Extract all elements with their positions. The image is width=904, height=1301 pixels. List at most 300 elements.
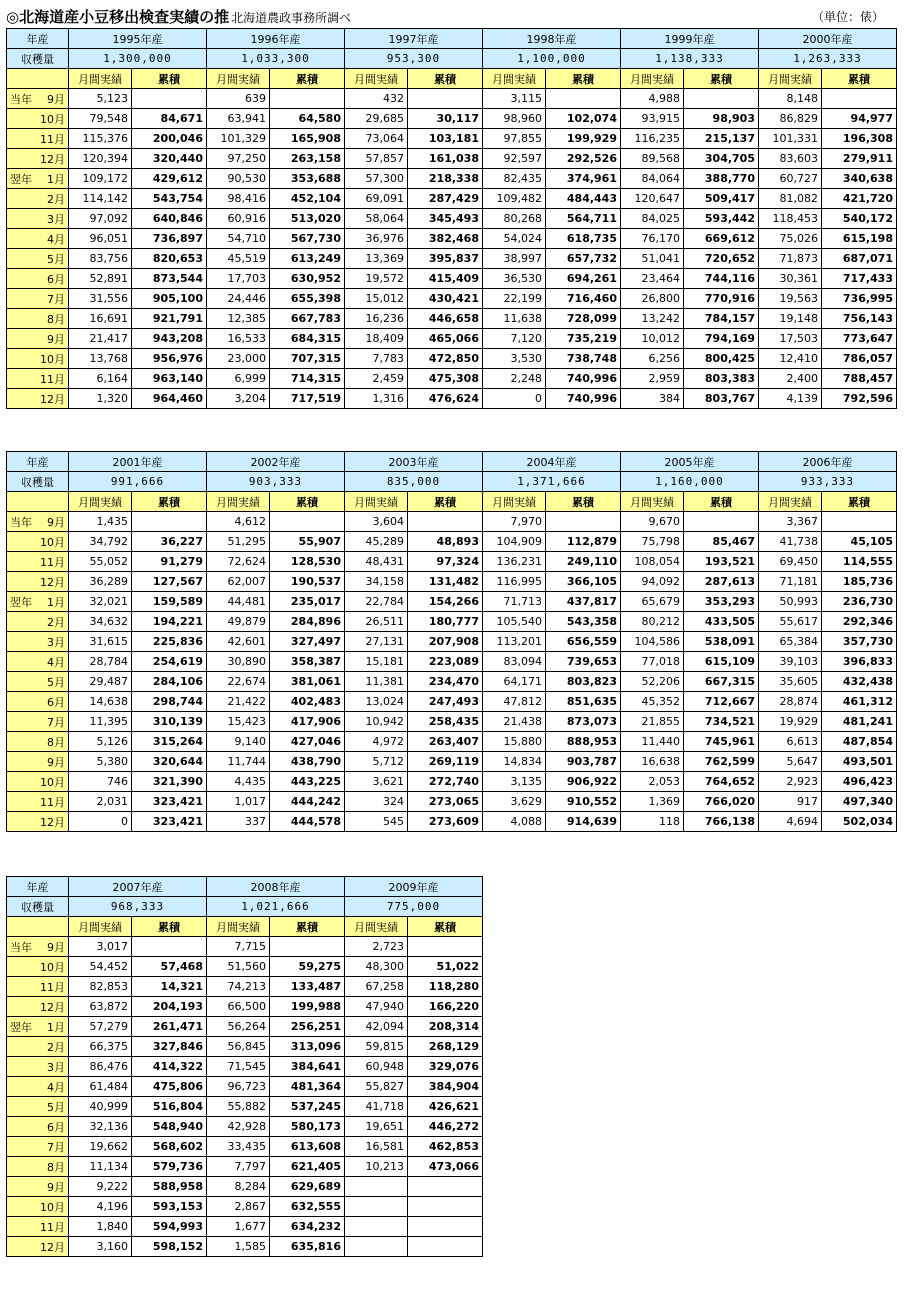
month-text: 4月 [47,232,65,246]
table-row [7,129,897,149]
monthly-value: 35,605 [759,672,822,692]
monthly-header: 月間実績 [621,69,684,89]
cumulative-value: 567,730 [270,229,345,249]
cumulative-value: 128,530 [270,552,345,572]
cumulative-value: 384,641 [270,1057,345,1077]
monthly-value: 3,017 [69,937,132,957]
cumulative-value: 112,879 [546,532,621,552]
cumulative-value: 739,653 [546,652,621,672]
harvest-value: 933,333 [759,472,897,492]
monthly-header: 月間実績 [345,492,408,512]
cumulative-value: 193,521 [684,552,759,572]
cumulative-value: 272,740 [408,772,483,792]
monthly-value: 83,603 [759,149,822,169]
month-text: 12月 [40,575,65,589]
monthly-value: 15,012 [345,289,408,309]
monthly-value: 19,651 [345,1117,408,1137]
month-label [7,1057,69,1077]
cumulative-value: 963,140 [132,369,207,389]
cumulative-value: 85,467 [684,532,759,552]
month-label [7,1137,69,1157]
month-label [7,512,69,532]
monthly-header: 月間実績 [759,69,822,89]
monthly-value: 11,638 [483,309,546,329]
monthly-value: 15,423 [207,712,270,732]
monthly-value: 11,440 [621,732,684,752]
cumulative-value: 800,425 [684,349,759,369]
monthly-value: 21,417 [69,329,132,349]
monthly-value: 36,289 [69,572,132,592]
monthly-value: 917 [759,792,822,812]
cumulative-value: 513,020 [270,209,345,229]
monthly-value: 65,679 [621,592,684,612]
cumulative-value: 199,929 [546,129,621,149]
monthly-value: 26,511 [345,612,408,632]
table-row [7,732,897,752]
table-row [7,1037,483,1057]
monthly-value: 14,834 [483,752,546,772]
monthly-value: 69,091 [345,189,408,209]
monthly-value: 324 [345,792,408,812]
month-label [7,812,69,832]
cumulative-value: 720,652 [684,249,759,269]
monthly-value [345,1197,408,1217]
month-label [7,249,69,269]
monthly-value: 4,612 [207,512,270,532]
cumulative-value: 736,897 [132,229,207,249]
cumulative-value: 714,315 [270,369,345,389]
month-label [7,997,69,1017]
cumulative-value: 437,817 [546,592,621,612]
cumulative-value: 429,612 [132,169,207,189]
cumulative-value: 320,440 [132,149,207,169]
season-prefix: 当年 [10,515,32,529]
cumulative-value: 634,232 [270,1217,345,1237]
cumulative-value: 594,993 [132,1217,207,1237]
cumulative-value: 502,034 [822,812,897,832]
monthly-value: 1,435 [69,512,132,532]
month-label [7,732,69,752]
harvest-value: 1,300,000 [69,49,207,69]
cumulative-header: 累積 [546,492,621,512]
year-header: 2004年産 [483,452,621,472]
month-label [7,229,69,249]
cumulative-value: 180,777 [408,612,483,632]
month-label [7,672,69,692]
year-header: 2002年産 [207,452,345,472]
cumulative-value: 45,105 [822,532,897,552]
monthly-value: 27,131 [345,632,408,652]
year-header: 2003年産 [345,452,483,472]
year-header: 2007年産 [69,877,207,897]
cumulative-value: 159,589 [132,592,207,612]
cumulative-value: 446,658 [408,309,483,329]
harvest-value: 1,021,666 [207,897,345,917]
monthly-value: 77,018 [621,652,684,672]
table-row [7,149,897,169]
harvest-value: 968,333 [69,897,207,917]
cumulative-value: 593,442 [684,209,759,229]
cumulative-value: 249,110 [546,552,621,572]
month-label [7,129,69,149]
monthly-value: 98,960 [483,109,546,129]
monthly-value: 10,213 [345,1157,408,1177]
harvest-value: 1,100,000 [483,49,621,69]
monthly-value: 1,320 [69,389,132,409]
cumulative-value [408,1217,483,1237]
cumulative-value: 496,423 [822,772,897,792]
cumulative-value: 102,074 [546,109,621,129]
monthly-value: 22,674 [207,672,270,692]
monthly-value: 7,120 [483,329,546,349]
cumulative-value: 481,364 [270,1077,345,1097]
month-text: 10月 [40,352,65,366]
cumulative-value: 36,227 [132,532,207,552]
cumulative-value: 254,619 [132,652,207,672]
harvest-value: 775,000 [345,897,483,917]
monthly-value: 109,172 [69,169,132,189]
cumulative-value: 655,398 [270,289,345,309]
month-label [7,532,69,552]
monthly-value: 75,798 [621,532,684,552]
monthly-value: 4,435 [207,772,270,792]
table-row [7,389,897,409]
monthly-value: 113,201 [483,632,546,652]
year-row [7,877,483,897]
monthly-value: 19,662 [69,1137,132,1157]
cumulative-value: 204,193 [132,997,207,1017]
monthly-value: 104,586 [621,632,684,652]
monthly-value: 7,797 [207,1157,270,1177]
cumulative-value: 873,073 [546,712,621,732]
monthly-value: 55,617 [759,612,822,632]
month-text: 11月 [40,1220,65,1234]
monthly-value [345,1237,408,1257]
cumulative-value: 55,907 [270,532,345,552]
year-header: 2005年産 [621,452,759,472]
table-row [7,289,897,309]
monthly-value: 54,710 [207,229,270,249]
cumulative-value: 736,995 [822,289,897,309]
cumulative-header: 累積 [684,69,759,89]
month-text: 7月 [47,715,65,729]
monthly-value: 52,891 [69,269,132,289]
monthly-value: 2,867 [207,1197,270,1217]
month-label [7,772,69,792]
monthly-value: 11,395 [69,712,132,732]
season-prefix: 翌年 [10,1020,32,1034]
cumulative-value: 618,735 [546,229,621,249]
subheader-row [7,492,897,512]
monthly-header: 月間実績 [759,492,822,512]
table-row [7,369,897,389]
table-row [7,997,483,1017]
cumulative-value: 687,071 [822,249,897,269]
monthly-value: 28,874 [759,692,822,712]
cumulative-value: 345,493 [408,209,483,229]
cumulative-value: 263,158 [270,149,345,169]
table-row [7,532,897,552]
title-main: ◎北海道産小豆移出検査実績の推 [6,8,230,26]
month-text: 4月 [47,655,65,669]
monthly-value [345,1177,408,1197]
cumulative-value: 287,429 [408,189,483,209]
monthly-value: 4,139 [759,389,822,409]
month-text: 1月 [47,595,65,609]
monthly-value: 31,615 [69,632,132,652]
cumulative-value [408,937,483,957]
cumulative-value: 98,903 [684,109,759,129]
table-row [7,1157,483,1177]
table-row [7,752,897,772]
monthly-value: 746 [69,772,132,792]
cumulative-value [684,512,759,532]
cumulative-value: 615,198 [822,229,897,249]
monthly-value: 71,713 [483,592,546,612]
year-header: 2009年産 [345,877,483,897]
table-row [7,957,483,977]
monthly-value: 384 [621,389,684,409]
monthly-value: 0 [483,389,546,409]
year-header: 2008年産 [207,877,345,897]
cumulative-value: 444,242 [270,792,345,812]
cumulative-value: 667,315 [684,672,759,692]
cumulative-value: 426,621 [408,1097,483,1117]
monthly-value: 60,916 [207,209,270,229]
monthly-header: 月間実績 [345,69,408,89]
cumulative-value: 613,249 [270,249,345,269]
month-label [7,752,69,772]
cumulative-value: 792,596 [822,389,897,409]
cumulative-value: 284,896 [270,612,345,632]
month-text: 8月 [47,312,65,326]
cumulative-value [408,1177,483,1197]
monthly-value: 50,993 [759,592,822,612]
subheader-blank [7,917,69,937]
monthly-value: 3,160 [69,1237,132,1257]
monthly-value: 120,394 [69,149,132,169]
cumulative-value: 161,038 [408,149,483,169]
cumulative-value: 735,219 [546,329,621,349]
cumulative-value: 740,996 [546,369,621,389]
monthly-value: 63,872 [69,997,132,1017]
cumulative-value: 564,711 [546,209,621,229]
harvest-label: 収穫量 [7,897,69,917]
harvest-row [7,472,897,492]
cumulative-value: 261,471 [132,1017,207,1037]
monthly-value: 5,123 [69,89,132,109]
monthly-value: 23,000 [207,349,270,369]
monthly-value: 93,915 [621,109,684,129]
month-label [7,149,69,169]
monthly-value: 4,988 [621,89,684,109]
month-text: 2月 [47,192,65,206]
table-row [7,169,897,189]
cumulative-value: 910,552 [546,792,621,812]
monthly-value: 65,384 [759,632,822,652]
cumulative-value: 728,099 [546,309,621,329]
monthly-value: 109,482 [483,189,546,209]
cumulative-value: 114,555 [822,552,897,572]
month-text: 11月 [40,132,65,146]
harvest-value: 991,666 [69,472,207,492]
monthly-value: 1,017 [207,792,270,812]
table-row [7,309,897,329]
cumulative-value: 396,833 [822,652,897,672]
table-row [7,189,897,209]
monthly-value: 83,094 [483,652,546,672]
month-label [7,692,69,712]
month-text: 10月 [40,112,65,126]
page-title [6,6,351,28]
cumulative-value: 190,537 [270,572,345,592]
monthly-value: 39,103 [759,652,822,672]
cumulative-value: 14,321 [132,977,207,997]
harvest-value: 835,000 [345,472,483,492]
monthly-value: 61,484 [69,1077,132,1097]
monthly-value: 45,519 [207,249,270,269]
month-text: 3月 [47,212,65,226]
month-label [7,977,69,997]
harvest-value: 1,160,000 [621,472,759,492]
unit-label: （単位：俵） [811,10,884,24]
monthly-value: 6,999 [207,369,270,389]
table-row [7,977,483,997]
year-label: 年産 [7,29,69,49]
month-text: 5月 [47,252,65,266]
cumulative-header: 累積 [684,492,759,512]
monthly-value: 24,446 [207,289,270,309]
year-header: 2006年産 [759,452,897,472]
table-row [7,812,897,832]
table-row [7,209,897,229]
table-row [7,229,897,249]
cumulative-value: 103,181 [408,129,483,149]
monthly-value: 26,800 [621,289,684,309]
cumulative-value: 353,688 [270,169,345,189]
cumulative-value: 327,497 [270,632,345,652]
cumulative-value: 803,823 [546,672,621,692]
table-row [7,512,897,532]
month-text: 11月 [40,795,65,809]
monthly-value: 136,231 [483,552,546,572]
cumulative-header: 累積 [546,69,621,89]
cumulative-value: 395,837 [408,249,483,269]
cumulative-value: 766,138 [684,812,759,832]
cumulative-value: 906,922 [546,772,621,792]
cumulative-value: 716,460 [546,289,621,309]
cumulative-value: 215,137 [684,129,759,149]
cumulative-value: 97,324 [408,552,483,572]
season-prefix: 当年 [10,940,32,954]
cumulative-value: 543,754 [132,189,207,209]
month-text: 6月 [47,272,65,286]
monthly-value: 84,025 [621,209,684,229]
monthly-value: 0 [69,812,132,832]
cumulative-value: 465,066 [408,329,483,349]
monthly-value: 44,481 [207,592,270,612]
cumulative-header: 累積 [408,917,483,937]
cumulative-value: 803,383 [684,369,759,389]
cumulative-value: 327,846 [132,1037,207,1057]
year-label: 年産 [7,877,69,897]
cumulative-value: 432,438 [822,672,897,692]
month-text: 3月 [47,635,65,649]
harvest-label: 収穫量 [7,49,69,69]
monthly-value: 80,268 [483,209,546,229]
year-header: 1998年産 [483,29,621,49]
cumulative-value: 475,806 [132,1077,207,1097]
monthly-value: 54,452 [69,957,132,977]
cumulative-value: 712,667 [684,692,759,712]
monthly-value: 1,316 [345,389,408,409]
monthly-value: 30,890 [207,652,270,672]
cumulative-value: 475,308 [408,369,483,389]
cumulative-value: 30,117 [408,109,483,129]
cumulative-value: 766,020 [684,792,759,812]
monthly-value [345,1217,408,1237]
cumulative-value: 415,409 [408,269,483,289]
monthly-value: 34,158 [345,572,408,592]
monthly-value: 6,164 [69,369,132,389]
cumulative-value: 263,407 [408,732,483,752]
monthly-value: 59,815 [345,1037,408,1057]
cumulative-value: 323,421 [132,792,207,812]
cumulative-value [408,89,483,109]
cumulative-value: 548,940 [132,1117,207,1137]
month-text: 2月 [47,1040,65,1054]
monthly-value: 74,213 [207,977,270,997]
monthly-value: 17,503 [759,329,822,349]
month-label [7,712,69,732]
month-text: 8月 [47,1160,65,1174]
month-text: 6月 [47,1120,65,1134]
month-label [7,1117,69,1137]
cumulative-value: 717,519 [270,389,345,409]
monthly-value: 96,051 [69,229,132,249]
cumulative-value: 269,119 [408,752,483,772]
cumulative-value: 384,904 [408,1077,483,1097]
monthly-value: 60,727 [759,169,822,189]
monthly-value: 71,545 [207,1057,270,1077]
monthly-value: 57,300 [345,169,408,189]
table-row [7,329,897,349]
monthly-value: 13,369 [345,249,408,269]
year-header: 1999年産 [621,29,759,49]
cumulative-value: 402,483 [270,692,345,712]
monthly-value: 8,148 [759,89,822,109]
monthly-value: 42,094 [345,1017,408,1037]
cumulative-value [270,89,345,109]
subheader-row [7,917,483,937]
month-text: 9月 [47,515,65,529]
month-label [7,1177,69,1197]
monthly-value: 19,929 [759,712,822,732]
monthly-value: 545 [345,812,408,832]
month-text: 7月 [47,1140,65,1154]
month-text: 8月 [47,735,65,749]
month-label [7,937,69,957]
monthly-value: 116,235 [621,129,684,149]
cumulative-value: 323,421 [132,812,207,832]
monthly-value: 60,948 [345,1057,408,1077]
cumulative-value: 84,671 [132,109,207,129]
monthly-value: 94,092 [621,572,684,592]
monthly-value: 84,064 [621,169,684,189]
monthly-value: 31,556 [69,289,132,309]
month-text: 1月 [47,1020,65,1034]
cumulative-value: 657,732 [546,249,621,269]
